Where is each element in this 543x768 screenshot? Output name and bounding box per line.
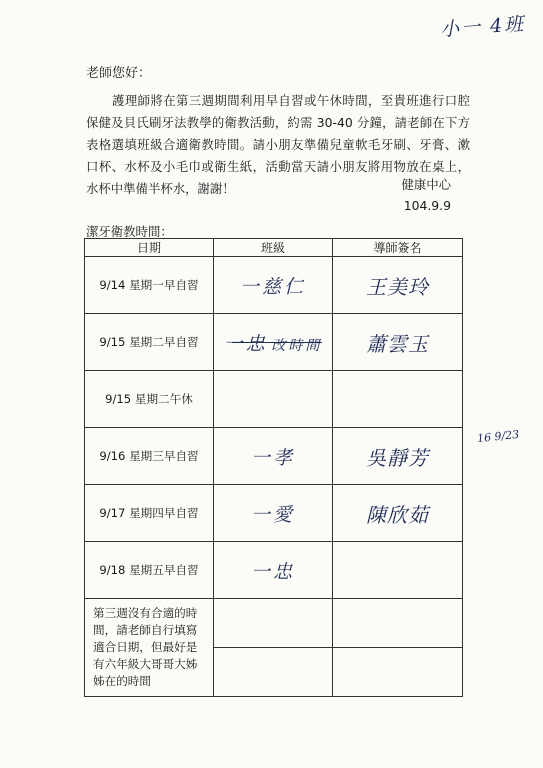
class-handwriting: 一忠 xyxy=(223,332,268,355)
table-row xyxy=(85,371,463,428)
class-cell[interactable] xyxy=(214,257,333,314)
sender-name: 健康中心 xyxy=(401,177,451,192)
class-cell[interactable] xyxy=(214,428,333,485)
table-row xyxy=(85,257,463,314)
class-cell[interactable] xyxy=(214,314,333,371)
letter-body: 護理師將在第三週期間利用早自習或午休時間，至貴班進行口腔保健及貝氏刷牙法教學的衛教活動，約需 30-40 分鐘，請老師在下方表格選填班級合適衛教時間。請小朋友準備兒童軟毛牙刷、牙膏、漱口杯、水杯及小毛巾或衛生紙，活動當天請小朋友將用物放在桌上，水杯中準備半杯水，謝謝！ xyxy=(86,93,470,196)
header-teacher: 導師簽名 xyxy=(333,239,463,257)
signature-cell[interactable] xyxy=(333,648,463,697)
strikethrough-line xyxy=(232,342,322,343)
schedule-title: 潔牙衛教時間： xyxy=(86,224,173,239)
teacher-signature: 吳靜芳 xyxy=(366,445,429,470)
letter-date: 104.9.9 xyxy=(403,198,451,213)
class-cell[interactable] xyxy=(214,599,333,648)
date-cell: 9/14 星期一早自習 xyxy=(85,257,214,314)
class-handwriting: 一忠 xyxy=(250,560,295,583)
sender-block xyxy=(401,174,451,216)
greeting: 老師您好： xyxy=(86,66,152,81)
teacher-signature: 陳欣茹 xyxy=(366,502,429,527)
date-cell: 9/16 星期三早自習 xyxy=(85,428,214,485)
header-row xyxy=(85,239,463,257)
signature-cell[interactable] xyxy=(333,542,463,599)
schedule-table xyxy=(84,238,463,697)
handwritten-class-note: 小一 4班 xyxy=(439,13,526,41)
signature-cell[interactable] xyxy=(333,599,463,648)
signature-cell[interactable] xyxy=(333,371,463,428)
header-class: 班級 xyxy=(214,239,333,257)
date-cell: 9/15 星期二早自習 xyxy=(85,314,214,371)
class-cell[interactable] xyxy=(214,485,333,542)
teacher-signature: 王美玲 xyxy=(366,274,429,299)
table-row xyxy=(85,314,463,371)
class-handwriting: 一孝 xyxy=(250,446,295,469)
signature-cell[interactable] xyxy=(333,485,463,542)
other-time-note: 第三週沒有合適的時間，請老師自行填寫適合日期，但最好是有六年級大哥哥大姊姊在的時間 xyxy=(85,599,214,697)
table-row xyxy=(85,542,463,599)
class-cell[interactable] xyxy=(214,542,333,599)
date-cell: 9/17 星期四早自習 xyxy=(85,485,214,542)
header-date: 日期 xyxy=(85,239,214,257)
signature-cell[interactable] xyxy=(333,314,463,371)
class-handwriting: 一愛 xyxy=(250,503,295,526)
table-row xyxy=(85,485,463,542)
table-row xyxy=(85,428,463,485)
signature-cell[interactable] xyxy=(333,428,463,485)
class-cell[interactable] xyxy=(214,371,333,428)
class-note-handwriting: 改時間 xyxy=(271,337,323,354)
teacher-signature: 蕭雲玉 xyxy=(366,331,429,356)
signature-cell[interactable] xyxy=(333,257,463,314)
handwritten-side-note: 16 9/23 xyxy=(476,427,520,446)
table-row xyxy=(85,599,463,648)
class-cell[interactable] xyxy=(214,648,333,697)
date-cell: 9/15 星期二午休 xyxy=(85,371,214,428)
date-cell: 9/18 星期五早自習 xyxy=(85,542,214,599)
class-handwriting: 一慈仁 xyxy=(239,275,306,298)
